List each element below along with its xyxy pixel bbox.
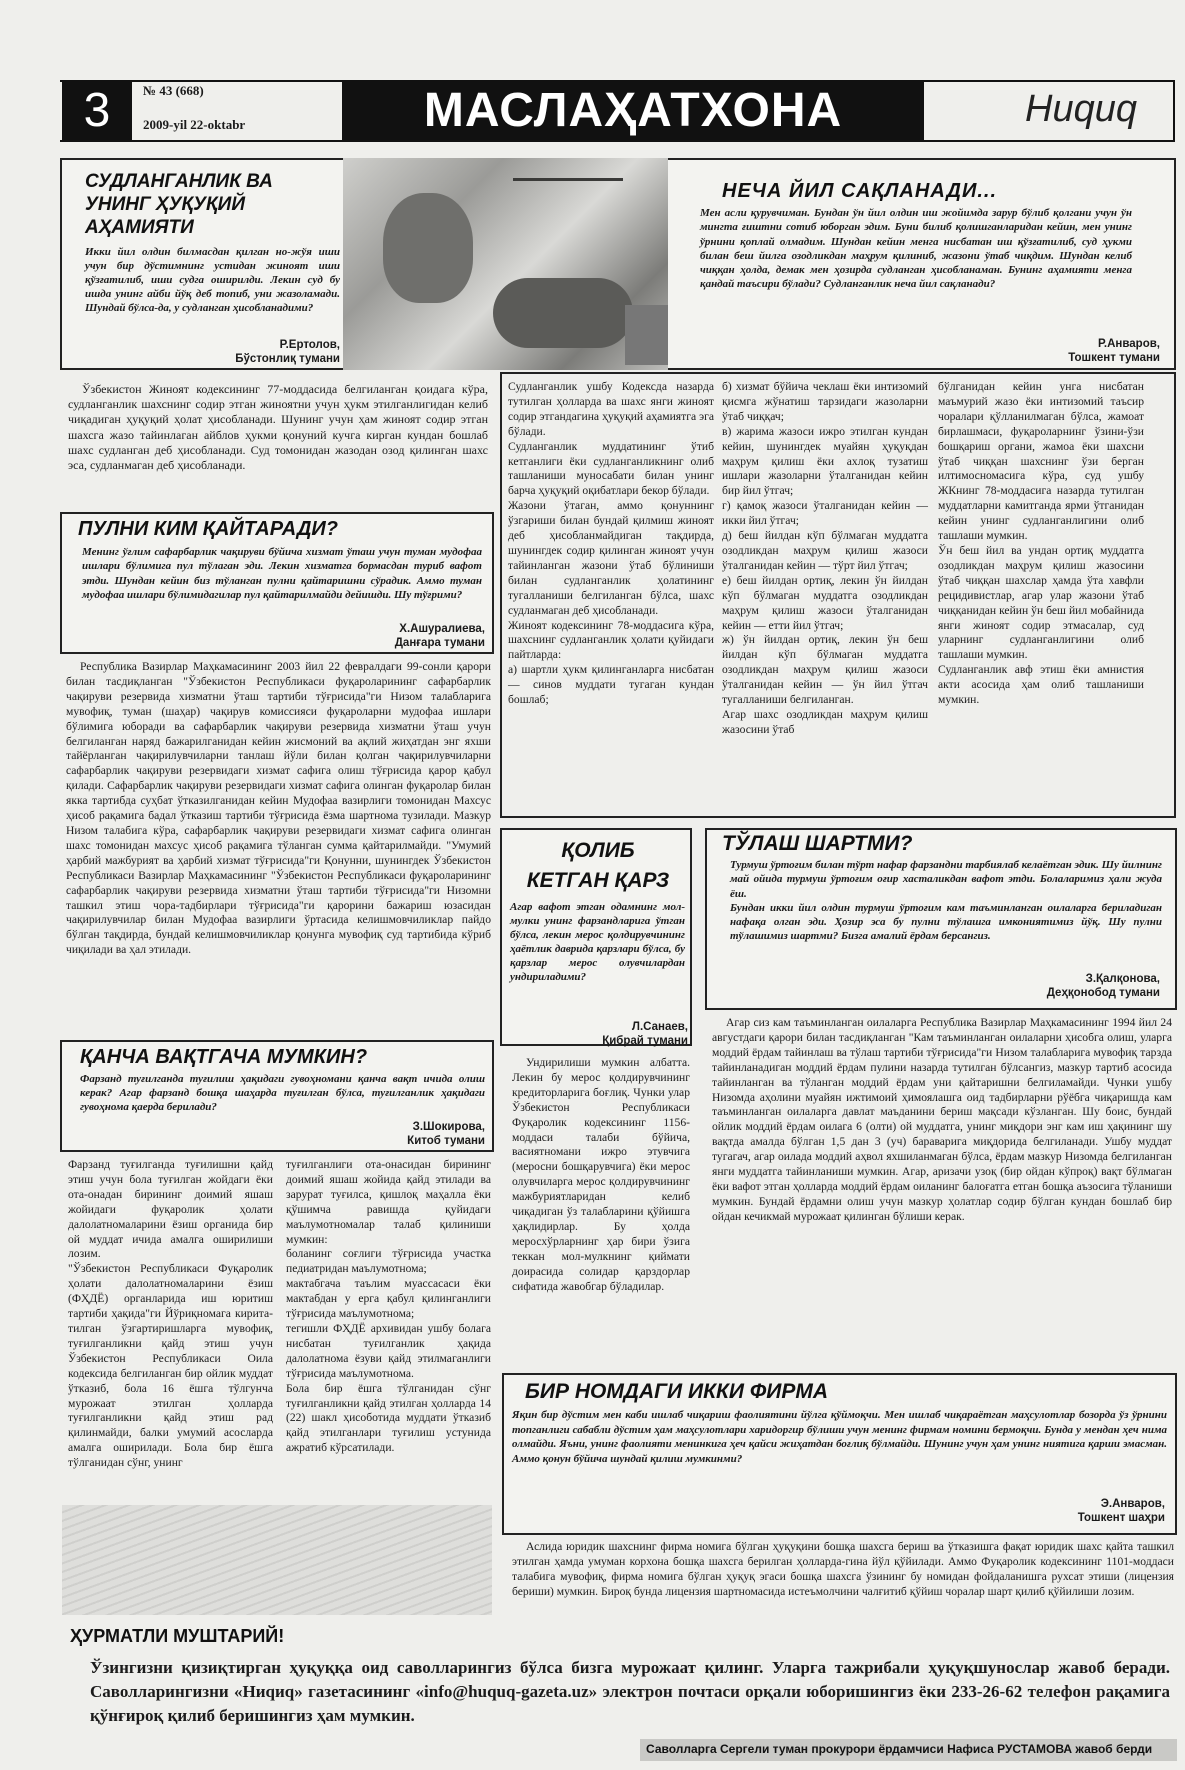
article-4-question: Агар вафот этган одамнинг мол-мулки унинг фарзандларига ўтган бўлса, лекин мерос қолдирувчининг ҳаётлик даврида қарзлари бўлса, бу қарзлар мерос олувчилардан ундириладими? <box>510 901 685 983</box>
article-2-question: Мен асли қурувчиман. Бундан ўн йил олдин иш жойимда зарур бўлиб қолгани учун ўн мингта ғиштни сотиб юборган эдим. Буни билиб қолишганларидан кейин, мен унинг ўрнини қоплай олмадим. Шундан кейин менга нисбатан иш қўзғатилиб, суд ҳукми билан беш йилга озодликдан маҳрум қилиниб, жазони ўтаб чиқдим. Шундан келиб чиққан ҳолда, демак мен ҳозирда судланган ҳисобланаман. Бунинг аҳамияти менга қандай таъсири бўлади? Судланганлик неча йил сақланади? <box>700 207 1132 291</box>
article-4-title: ҚОЛИБ КЕТГАН ҚАРЗ <box>526 839 670 892</box>
footer-heading: ҲУРМАТЛИ МУШТАРИЙ! <box>70 1626 285 1646</box>
article-3-answer: Республика Вазирлар Маҳкамасининг 2003 йил 22 февралдаги 99-сонли қарори билан тасдиқланган "Ўзбекистон Республикаси фуқароларининг сафарбарлик чақируви резервида хизматни ўташ тартиби тўғрисида"ги Низом талабларига мувофиқ, туман (шаҳар) чақирув комиссияси фуқароларни мудофаа ишлари бўлимига юборади ва сафарбарлик чақируви резервида хизматни ўташ учун белгиланган наряд бажарилганидан кейин жисмоний ва ақлий жиҳатдан энг яхши тайёрланган чақирилувчиларни танлаш йўли билан қолган чақирилувчиларни сафарбарлик чақируви резервидаги хизмат сафига олиш тўғрисида қарор қабул қилади. Сафарбарлик чақируви резервидаги хизмат сафига олинган фуқаролар билан якка тартибда суҳбат ўтказилганидан кейин Мудофаа вазирлиги томонидан Махсус ҳисоб рақамига бадал ўтказиш тартиби тўғрисида ёзма шартнома тузилади. Мазкур Низом талабига кўра, сафарбарлик чақируви резервидаги хизмат сафига олинган шахс томонидан махсус ҳисоб рақамига тўланган сумма қайтарилмайди. "Умумий ҳарбий мажбурият ва ҳарбий хизмат тўғрисида"ги Қонунни, шунингдек Ўзбекистон Республикаси Вазирлар Маҳкамасининг "Ўзбекистон Республикаси фуқароларининг сафарбарлик чақируви резервида хизматни ўташ тартиби тўғрисида"ги Низомни ташкил этиш чора-тадбирлари тўғрисида"ги қарорини бажариш юзасидан чақирилувчилар билан Мудофаа вазирлиги ўртасида келишмовчиликлар пайдо бўлган тақдирда, бундай келишмовчиликлар қонунга мувофиқ суд тартибида кўриб чиқилади ва ҳал этилади. <box>66 660 491 957</box>
article-6-question: Фарзанд туғилганда туғилиш ҳақидаги гувоҳномани қанча вақт ичида олиш керак? Агар фарзанд бошқа шаҳарда туғилган бўлса, туғилганлик ҳақидаги гувоҳнома қаерда берилади? <box>80 1073 485 1113</box>
article-1-answer: Ўзбекистон Жиноят кодексининг 77-моддасида белгиланган қоидага кўра, судланганлик шахснинг содир этган жиноятни учун ҳукм этилганлигидан келиб чиқадиган ҳуқуқий ҳолат ҳисобланади. Шунинг учун ҳам жиноят содир этган шахсга жазо тайинлаган айблов ҳукми қонуний кучга кирган кундан бошлаб шахс судланган деб ҳисобланади. Суд томонидан жазодан озод қилинган шахс эса, судланмаган деб ҳисобланади. <box>68 382 488 473</box>
article-6-title: ҚАНЧА ВАҚТГАЧА МУМКИН? <box>80 1046 368 1068</box>
page-number: 3 <box>62 80 132 142</box>
article-7-question: Яқин бир дўстим мен каби ишлаб чиқариш фаолиятини йўлга қўймоқчи. Мен ишлаб чиқараётган маҳсулотлар бозорда ўз ўрнини топганлиги сабабли дўстим ҳам маҳсулотлари харидоргир бўлиши учун менинг фирмам номини бермоқчи. Бунда у мендан ҳеч нима олмайди. Яъни, унинг фаолияти менинкига ҳеч қайси жиҳатдан боғлиқ бўлмайди. Шунинг учун ҳам унинг ниятига қарши эмасман. Аммо қонун бўйича шундай қилиш мумкинми? <box>512 1409 1167 1465</box>
section-title: МАСЛАҲАТХОНА <box>342 82 924 140</box>
article-6-answer-col-2: туғилганлиги ота-онасидан бирининг доимий яшаш жойида қайд этилади ва зарурат туғилса, қишлоқ маҳалла ёки қўшимча равишда қуйидаги маълумотномалар талаб қилиниши мумкин: боланинг соғлиги тўғрисида участка педиатридан маълумотнома; мактабгача таълим муассасаси ёки мактабдан у ерга қабул қилинганлиги тўғрисида маълумотнома; тегишли ФҲДЁ архивидан ушбу болага нисбатан туғилганлик ҳақида далолатнома ёзуви қайд этилмаганлиги тўғрисида маълумотнома. Бола бир ёшга тўлганидан сўнг туғилганликни қайд этилган ҳолларда 14 (22) шакл ҳисоботида муддати ўтказиб қайд этилганлари туғилиш устунида ажратиб кўрсатилади. <box>286 1158 491 1455</box>
article-6-answer-col-1: Фарзанд туғилганда туғилишни қайд этиш учун бола туғилган жойдаги ёки ота-онадан бирининг доимий яшаш жойидаги фуқаролик ҳолати далолатномаларини ёзиш органида бир ой муддат ичида амалга оширилиши лозим. "Ўзбекистон Республикаси Фуқаролик ҳолати далолатномаларини ёзиш (ФҲДЁ) органларида иш юритиш тартиби ҳақида"ги Йўриқномага кирита-тилган ўзгартиришларга мувофиқ, туғилганликни қайд этиш учун Ўзбекистон Республикаси Оила кодексида белгиланган бир ойлик муддат ўтказиб, бола 16 ёшга тўлгунча мурожаат этилган ҳолларда туғилганликни қайд этиш рад қилинмайди, балки умумий асосларда амалга оширилади. Бола бир ёшга тўлганидан сўнг, унинг <box>68 1158 273 1470</box>
issue-date: 2009-yil 22-oktabr <box>143 117 246 132</box>
footer-announcement: Ўзингизни қизиқтирган ҳуқуққа оид саволларингиз бўлса бизга мурожаат қилинг. Уларга тажрибали ҳуқуқшунослар жавоб беради. Саволларингизни «Ниqиq» газетасининг «info@huquq-gazeta.uz» электрон почтаси орқали юборишингиз ёки 233-26-62 телефон рақамига қўнғироқ қилиб беришингиз ҳам мумкин. <box>90 1658 1170 1725</box>
article-4-answer: Ундирилиши мумкин албатта. Лекин бу мерос қолдирувчининг кредиторларига боғлиқ. Чунки улар Ўзбекистон Республикаси Фуқаролик кодексининг 1156-моддаси талаби бўйича, васиятномани ижро этувчига (меросни бошқарувчига) ёки мерос олувчиларга мерос қолдирувчининг мажбуриятларидан келиб чиқадиган ўз талабларини қўйишга ҳақлидирлар. Бу ҳолда меросхўрларнинг ҳар бири ўзига теккан мол-мулкнинг қиймати доирасида солидар қарздорлар сифатида жавобгар бўладилар. <box>512 1056 690 1293</box>
newspaper-brand: Ниqиq <box>1025 88 1137 130</box>
article-1-title: СУДЛАНГАНЛИК ВА УНИНГ ҲУҚУҚИЙ АҲАМИЯТИ <box>85 171 273 238</box>
article-5-title: ТЎЛАШ ШАРТМИ? <box>722 832 913 855</box>
credit-text: Саволларга Сергели туман прокурори ёрдамчиси Нафиса РУСТАМОВА жавоб берди <box>646 1742 1153 1756</box>
article-2-signature: Р.Анваров, Тошкент тумани <box>1068 338 1160 364</box>
article-2-answer-col-3: бўлганидан кейин унга нисбатан маъмурий жазо ёки интизомий таъсир чоралари қўлланилмаган бўлса, жамоат бирлашмаси, фуқароларнинг ўзини-ўзи бошқариш органи, жамоа ёки шахсни ўтаб чиққан шахснинг ўзи берган илтимосномасига кўра, суд ушбу ЖКнинг 78-моддасига назарда тутилган муддатларни камитганда ярми ўтганидан кейин унинг судланганлигини олиб ташлаши мумкин. Ўн беш йил ва ундан ортиқ муддатга озодликдан маҳрум қилиш жазосини ўтаб чиққан шахслар ҳамда ўта хавфли рецидивистлар, агар улар жазони ўтаб чиққанидан кейин ўн беш йил мобайнида янги жиноят содир этмасалар, суд уларнинг судланганлигини олиб ташлаши мумкин. Судланганлик авф этиш ёки амнистия акти асосида ҳам олиб ташланиши мумкин. <box>938 380 1144 707</box>
article-6-signature: З.Шокирова, Китоб тумани <box>407 1121 485 1147</box>
article-3-question: Менинг ўғлим сафарбарлик чақируви бўйича хизмат ўташ учун туман мудофаа ишлари бўлимига пул тўлаган эди. Лекин хизматга бормасдан туриб вафот этди. Шундан кейин биз тўланган пулни қайтаришни сўрадик. Аммо туман мудофаа ишлари бўлимидагилар пул қайтарилмайди дейишди. Шу тўғрими? <box>82 546 482 601</box>
article-1-question: Икки йил олдин билмасдан қилган но-жўя иши учун бир дўстимнинг устидан жиноят иши қўзғатилиб, иши судга оширилди. Лекин суд бу ишда унинг айби йўқ деб топиб, уни жазоламади. Шундай бўлса-да, у судланган ҳисобланадими? <box>85 246 340 314</box>
article-4-signature: Л.Санаев, Қибрай тумани <box>602 1021 688 1047</box>
article-2-answer-col-2: б) хизмат бўйича чеклаш ёки интизомий қисмга жўнатиш тарзидаги жазоларни ўтаб чиққач; в) жарима жазоси ижро этилган кундан кейин, шунингдек муайян ҳуқуқдан маҳрум қилиш ёки ахлоқ тузатиш ишлари жазоларни ўталганидан кейин бир йил ўтгач; г) қамоқ жазоси ўталганидан кейин — икки йил ўтгач; д) беш йилдан кўп бўлмаган муддатга озодликдан маҳрум қилиш жазоси ўталганидан кейин — тўрт йил ўтгач; е) беш йилдан ортиқ, лекин ўн йилдан кўп бўлмаган муддатга озодликдан маҳрум қилиш жазоси ўталганидан кейин — етти йил ўтгач; ж) ўн йилдан ортиқ, лекин ўн беш йилдан кўп бўлмаган муддатга озодликдан маҳрум қилиш жазоси ўталганидан кейин — ўн йил ўтгач тугалланиши белгиланган. Агар шахс озодликдан маҳрум қилиш жазосини ўтаб <box>722 380 928 736</box>
article-2-title: НЕЧА ЙИЛ САҚЛАНАДИ... <box>722 180 998 202</box>
article-7-title: БИР НОМДАГИ ИККИ ФИРМА <box>525 1380 828 1403</box>
article-1-signature: Р.Ертолов, Бўстонлиқ тумани <box>235 339 340 365</box>
article-7-signature: Э.Анваров, Тошкент шаҳри <box>1077 1498 1165 1524</box>
courtroom-photo <box>343 158 668 370</box>
newspapers-sketch <box>62 1505 492 1615</box>
article-7-answer: Аслида юридик шахснинг фирма номига бўлган ҳуқуқини бошқа шахсга бериш ва ўтказишга фақат юридик шахс қайта ташкил этилган ҳамда умуман корхона бошқа шахсга берилган ҳолларда-гина йўл қўйилади. Аммо Фуқаролик кодексининг 1101-моддаси талабига мувофиқ, фирма номига бўлган ҳуқуқ эгаси бошқа шахсга ўзининг бу номидан фойдаланишга рухсат этиши (лицензия бериши) мумкин. Бироқ бунда лицензия шартномасида истеъмолчини чалғитиб қўйиш чоралар шарт қилиб қўйилиши лозим. <box>512 1540 1174 1598</box>
small-photo <box>625 305 673 365</box>
issue-number: № 43 (668) <box>143 83 204 98</box>
article-5-signature: З.Қалқонова, Деҳқонобод тумани <box>1046 973 1160 999</box>
article-3-title: ПУЛНИ КИМ ҚАЙТАРАДИ? <box>78 518 339 540</box>
article-2-answer-col-1: Судланганлик ушбу Кодексда назарда тутилган ҳолларда ва шахс янги жиноят содир этгандагина ҳуқуқий аҳамиятга эга бўлади. Судланганлик муддатининг ўтиб кетганлиги ёки судланганликнинг олиб ташланиши муносабати билан унинг барча ҳуқуқий оқибатлари бекор бўлади. Жазони ўтаган, аммо қонуннинг ўзгариши билан бундай қилмиш жиноят деб ҳисобланмайдиган тақдирда, шунингдек содир қилинган жиноят учун тайинланган жазони ўтаб бўлиниши билан судланганлик ҳолатининг тугалланиши белгиланган бўлса, шахс судланмаган деб ҳисобланади. Жиноят кодексининг 78-моддасига кўра, шахснинг судланганлик ҳолати қуйидаги пайтларда: а) шартли ҳукм қилинганларга нисбатан — синов муддати тугаган кундан бошлаб; <box>508 380 714 707</box>
article-3-signature: Х.Ашуралиева, Данғара тумани <box>394 623 485 649</box>
article-5-question: Турмуш ўртоғим билан тўрт нафар фарзандни тарбиялаб келаётган эдик. Шу йилнинг май ойида турмуш ўртоғим оғир хасталикдан вафот этди. Болаларимиз ҳали жуда ёш. Бундан икки йил олдин турмуш ўртоғим кам таъминланган оилаларга бериладиган нафақа олган эди. Ҳозир эса бу пулни тўлашга имкониятимиз йўқ. Шу пулни тўлашимиз шартми? Бизга амалий ёрдам берсангиз. <box>730 859 1162 943</box>
article-5-answer: Агар сиз кам таъминланган оилаларга Республика Вазирлар Маҳкамасининг 1994 йил 24 августдаги қарори билан тасдиқланган "Кам таъминланган оилаларни ҳисобга олиш, уларга моддий ёрдам тайинлаш ва тўлаш тартиби тўғрисида"ги Низом талабларига мувофиқ тарзда тайинланадиган моддий ёрдам пулини назарда тутилган бўлсангиз, мазкур тартиб асосида тайинланган ва тўланган моддий ёрдам уни қайтаришни белгиламайди. Чунки ушбу Низомда аҳолини муайян ижтимоий ҳимоялашга оид тадбирларни рўёбга чиқаришда кам таъминланган оилаларга давлат маъданини бериш мақсади кўзланган. Шу боис, бундай ойлик моддий ёрдам оилага 6 (олти) ой муддатга, унинг миқдори энг кам иш ҳақининг шу вақтда амалда бўлган 1,5 дан 3 (уч) бараварига миқдорида белгиланади. Ушбу муддат тугагач, агар оилада моддий аҳвол яхшиланмаган бўлса, ёрдам мазкур Низомда белгиланган янги муддатга тайинланиши мумкин. Агар, аризачи узоқ (бир ойдан кўпроқ) вақт бўлмаган ёки вафот этган ҳолларда моддий ёрдам оиланинг балоғатга етган бошқа аъзосига тўланиши мумкин. Бундай ёрдамни олиш учун мазкур ҳолатлар содир бўлган кундан бошлаб бир ойдан кечикмай мурожаат қилинган бўлиши керак. <box>712 1016 1172 1223</box>
